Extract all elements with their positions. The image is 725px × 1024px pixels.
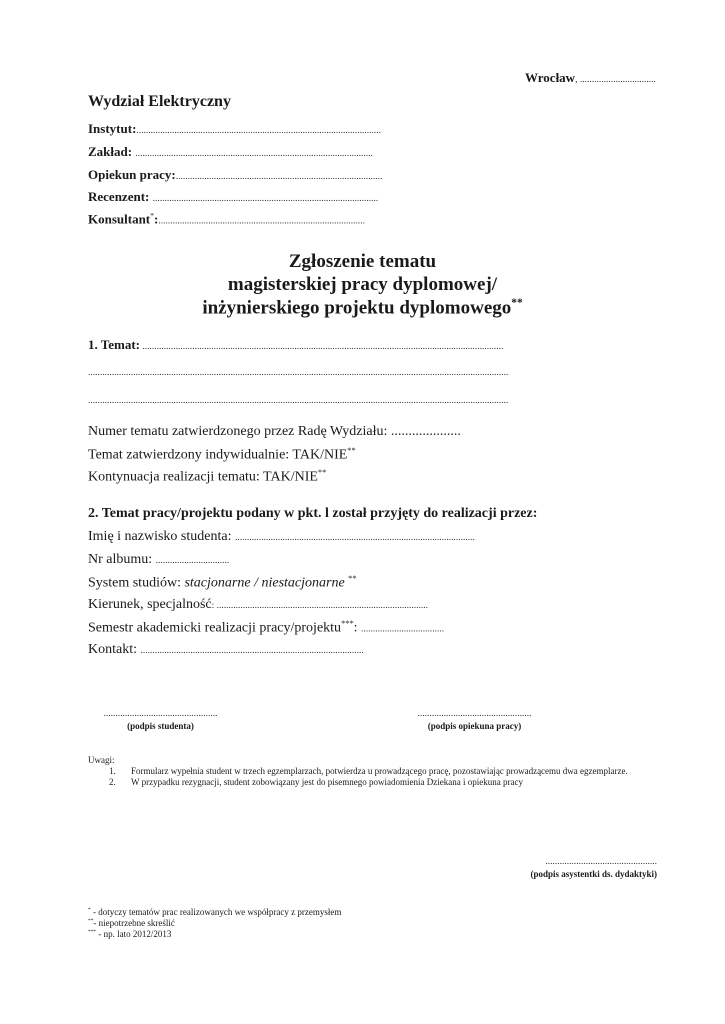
faculty-name: Wydział Elektryczny (88, 93, 231, 110)
student-name-field[interactable] (88, 529, 475, 545)
footnote-mark: ** (88, 918, 94, 924)
department-dots: .................................................................................................... (135, 149, 373, 159)
reviewer-dots: ............................................................................................... (152, 194, 379, 204)
study-system-field[interactable] (88, 574, 357, 592)
contact-label: Kontakt: (88, 642, 141, 657)
department-label: Zakład: (88, 144, 133, 159)
continuation-sup: ** (317, 468, 327, 477)
topic-dots-1: ........................................................................................................................................................ (140, 342, 504, 352)
topic-heading: 1. Temat: (88, 337, 140, 352)
note-number: 1. (109, 766, 116, 776)
institute-dots: ....................................................................................................... (136, 126, 382, 136)
student-signature-dots: ................................................ (103, 709, 218, 719)
album-number-label: Nr albumu: (88, 552, 156, 567)
institute-field[interactable] (88, 121, 381, 137)
consultant-dots: ....................................................................................... (158, 216, 366, 227)
title-line-2: magisterskiej pracy dyplomowej/ (227, 274, 498, 295)
consultant-sup: * (150, 211, 155, 220)
assistant-signature[interactable] (508, 857, 657, 879)
field-of-study-field[interactable] (88, 597, 428, 613)
footnote (88, 907, 341, 917)
student-name-dots: ..................................................................................................... (234, 533, 475, 543)
note-item (109, 766, 628, 776)
individual-topic-sup: ** (347, 446, 356, 455)
city-label: Wrocław (525, 70, 576, 85)
album-number-field[interactable] (88, 552, 229, 568)
supervisor-label: Opiekun pracy: (88, 167, 176, 182)
topic-dots-2[interactable]: ................................................................................................................................................................................. (88, 368, 509, 378)
supervisor-signature[interactable] (402, 709, 547, 731)
section2-heading: 2. Temat pracy/projektu podany w pkt. l został przyjęty do realizacji przez: (88, 506, 538, 521)
individual-topic-text: Temat zatwierdzony indywidualnie: TAK/NIE (88, 447, 348, 463)
note-number: 2. (109, 777, 116, 787)
study-system-label: System studiów: (88, 575, 185, 591)
contact-field[interactable] (88, 642, 364, 658)
footnote-text: - niepotrzebne skreślić (93, 918, 175, 928)
field-of-study-dots: : ......................................................................................... (211, 601, 429, 611)
student-name-label: Imię i nazwisko studenta: (88, 529, 235, 544)
note-text: Formularz wypełnia student w trzech egzemplarzach, potwierdza u prowadzącego pracę, pozostawiając prowadzącemu dwa egzemplarze. (131, 766, 628, 776)
title-line-3 (0, 297, 725, 319)
notes-heading: Uwagi: (88, 755, 115, 765)
semester-field[interactable] (88, 619, 444, 637)
topic-dots-3[interactable]: ................................................................................................................................................................................. (88, 396, 509, 406)
field-of-study-label: Kierunek, specjalność (88, 597, 212, 612)
footnote-mark: * (88, 907, 91, 913)
study-system-options: stacjonarne / niestacjonarne (184, 575, 349, 591)
contact-dots: .............................................................................................. (140, 646, 364, 656)
consultant-colon: : (154, 211, 159, 227)
note-text: W przypadku rezygnacji, student zobowiązany jest do pisemnego powiadomienia Dziekana i opiekuna pracy (131, 777, 523, 787)
department-field[interactable] (88, 144, 373, 160)
student-signature-label: (podpis studenta) (127, 721, 194, 731)
reviewer-field[interactable] (88, 189, 378, 205)
supervisor-dots: ....................................................................................... (175, 172, 383, 182)
topic-number-line[interactable] (88, 424, 461, 440)
semester-sup: *** (341, 619, 354, 628)
album-number-dots: ............................... (155, 556, 230, 566)
reviewer-label: Recenzent: (88, 189, 150, 204)
date-dots: , ................................ (575, 75, 656, 85)
topic-field[interactable] (88, 337, 503, 353)
student-signature[interactable] (88, 709, 233, 731)
individual-topic-line[interactable] (88, 446, 356, 464)
city-date-line (525, 70, 656, 86)
study-system-sup: ** (348, 574, 357, 583)
assistant-signature-dots: ............................................... (545, 857, 657, 867)
supervisor-signature-label: (podpis opiekuna pracy) (427, 721, 522, 731)
continuation-line[interactable] (88, 468, 326, 486)
footnote-text: - np. lato 2012/2013 (96, 929, 172, 939)
note-item (109, 777, 523, 787)
footnote (88, 929, 171, 939)
footnote (88, 918, 175, 928)
consultant-label: Konsultant (88, 211, 151, 227)
consultant-field[interactable] (88, 211, 365, 227)
footnote-mark: *** (88, 929, 97, 935)
assistant-signature-label: (podpis asystentki ds. dydaktyki) (530, 869, 657, 879)
title-line-3-sup: ** (511, 297, 523, 309)
continuation-text: Kontynuacja realizacji tematu: TAK/NIE (88, 469, 318, 485)
topic-number-text: Numer tematu zatwierdzonego przez Radę Wydziału: .................... (88, 424, 461, 439)
supervisor-field[interactable] (88, 167, 382, 183)
institute-label: Instytut: (88, 121, 137, 136)
semester-dots: ................................... (361, 624, 445, 635)
semester-label: Semestr akademicki realizacji pracy/projektu (88, 620, 342, 636)
title-line-3-text: inżynierskiego projektu dyplomowego (202, 297, 512, 319)
footnote-text: - dotyczy tematów prac realizowanych we współpracy z przemysłem (90, 907, 342, 917)
semester-colon: : (353, 620, 362, 636)
title-line-1: Zgłoszenie tematu (288, 251, 437, 272)
supervisor-signature-dots: ................................................ (417, 709, 532, 719)
